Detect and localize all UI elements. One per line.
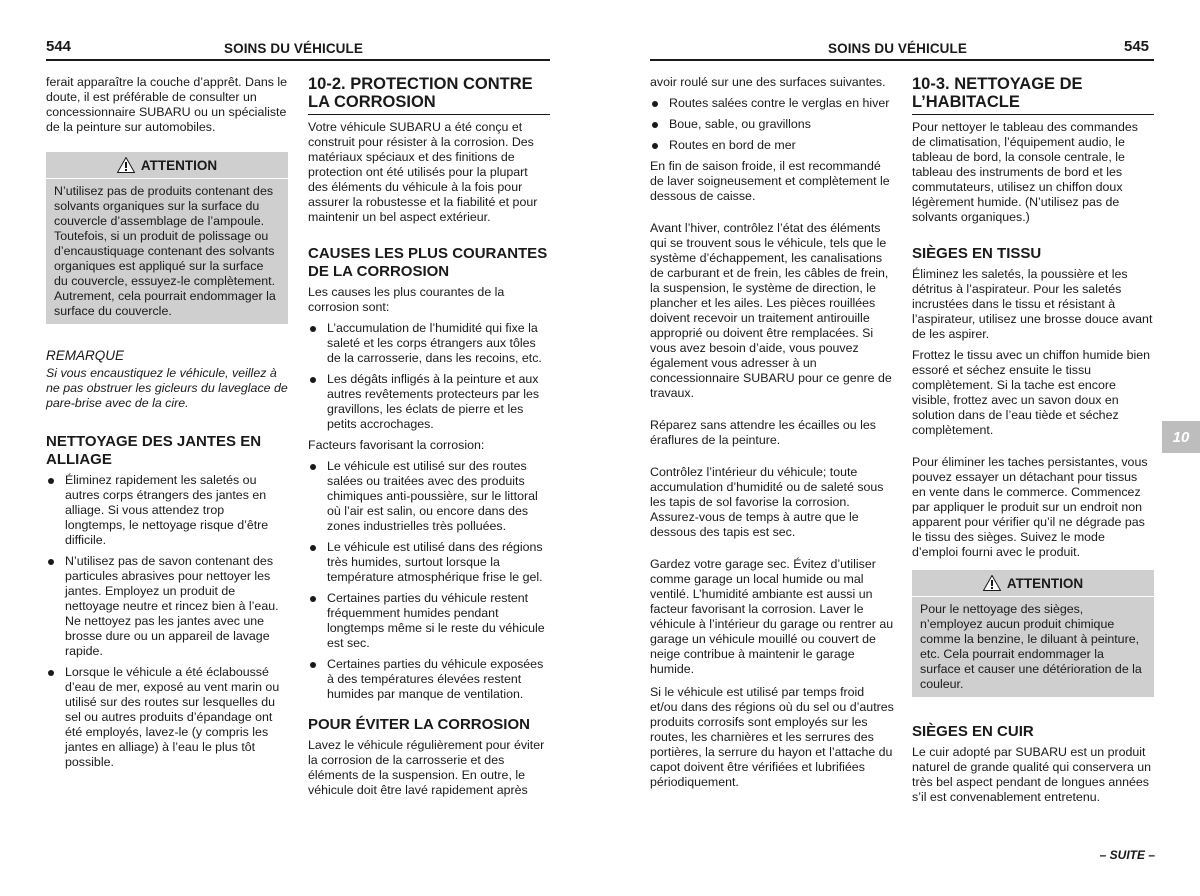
heading-prevent-corrosion: POUR ÉVITER LA CORROSION [308,716,530,733]
list-item: Certaines parties du véhicule exposées à des températures élevées restent humides par manque de ventilation. [308,657,550,702]
section-heading-10-3: 10-3. NETTOYAGE DE L’HABITACLE [912,75,1154,115]
warning-box-seats [912,570,1154,697]
column-4 [912,75,1154,813]
warning-header [912,570,1154,597]
column-2 [308,75,550,806]
list-item: L’accumulation de l’humidité qui fixe la saleté et les corps étrangers aux tôles de la carrosserie, dans les recoins, etc. [308,321,550,366]
heading-fabric-seats: SIÈGES EN TISSU [912,245,1042,262]
corrosion-intro: Votre véhicule SUBARU a été conçu et construit pour résister à la corrosion. Des matériaux spéciaux et des finitions de protection ont été utilisés pour la plupart des éléments du véhicule à la fois pour assurer la robustesse et la fiabilité et pour maintenir un bel aspect extérieur. [308,120,538,224]
surfaces-bullet-list [650,96,894,153]
list-item: Le véhicule est utilisé sur des routes salées ou traitées avec des produits chimiques anti-poussière, sur le littoral où l’air est salin, ou encore dans des zones industrielles très polluées. [308,459,550,534]
list-item: Lorsque le véhicule a été éclaboussé d’eau de mer, exposé au vent marin ou utilisé sur des routes sur lesquelles du sel ou autres produits d’épandage ont été employés, lavez-le (y compris les jantes en alliage) à l’eau le plus tôt possible. [46,665,288,770]
warning-title: ATTENTION [1006,575,1084,591]
paragraph-garage: Gardez votre garage sec. Évitez d’utiliser comme garage un local humide ou mal ventilé. L’humidité ambiante est aussi un facteur favorisant la corrosion. Laver le véhicule à l’intérieur du garage ou rentrer au garage un véhicule mouillé ou couvert de neige contribue à maintenir le garage humide. [650,557,894,676]
list-item: Éliminez rapidement les saletés ou autres corps étrangers des jantes en alliage. Si vous attendez trop longtemps, le nettoyage risque d’être difficile. [46,473,288,548]
warning-title: ATTENTION [140,157,218,173]
column-3 [650,75,894,798]
page-number-right: 545 [1124,38,1150,55]
header-rule-right [650,59,1154,61]
paragraph-underbody: En fin de saison froide, il est recommandé de laver soigneusement et complètement le dessous de caisse. [650,159,890,203]
fabric-paragraph-3: Pour éliminer les taches persistantes, vous pouvez essayer un détachant pour tissus en vente dans le commerce. Commencez par appliquer le produit sur un endroit non apparent pour vérifier qu’il ne dégrade pas le tissu des sièges. Suivez le mode d’emploi fourni avec le produit. [912,455,1148,559]
fabric-paragraph-2: Frottez le tissu avec un chiffon humide bien essoré et séchez ensuite le tissu complètement. Si la tache est encore visible, frottez avec un savon doux en solution dans de l’eau tiède et séchez complètement. [912,348,1151,437]
warning-triangle-icon [117,157,135,173]
list-item: Boue, sable, ou gravillons [650,117,894,132]
paragraph-winter-check: Avant l’hiver, contrôlez l’état des éléments qui se trouvent sous le véhicule, tels que le système d’échappement, les canalisations de carburant et de frein, les câbles de frein, la suspension, le système de direction, le plancher et les ailes. Les pièces rouillées doivent recevoir un traitement antirouille approprié ou doivent être remplacées. Si vous avez besoin d’aide, vous pouvez également vous adresser à un concessionnaire SUBARU pour ce genre de travaux. [650,221,892,400]
wheels-bullet-list [46,473,288,770]
factors-intro: Facteurs favorisant la corrosion: [308,438,485,452]
heading-corrosion-causes: CAUSES LES PLUS COURANTES DE LA CORROSION [308,245,548,280]
warning-box-lamp-cover [46,152,288,324]
warning-header [46,152,288,179]
prevent-text: Lavez le véhicule régulièrement pour éviter la corrosion de la carrosserie et des éléments de la suspension. En outre, le véhicule doit être lavé rapidement après [308,738,545,797]
fabric-paragraph-1: Éliminez les saletés, la poussière et les détritus à l’aspirateur. Pour les saletés incrustées dans le tissu et résistant à l’aspirateur, utilisez une brosse douce avant de les aspirer. [912,267,1153,341]
interior-intro: Pour nettoyer le tableau des commandes de climatisation, l’équipement audio, le tableau de bord, la console centrale, le tableau des instruments de bord et les commutateurs, utilisez un chiffon doux légèrement humide. (N’utilisez pas de solvants organiques.) [912,120,1138,224]
remark-text: Si vous encaustiquez le véhicule, veillez à ne pas obstruer les gicleurs du laveglace de pare-brise avec de la cire. [46,366,288,410]
col3-intro: avoir roulé sur une des surfaces suivantes. [650,75,886,89]
warning-text: Pour le nettoyage des sièges, n’employez aucun produit chimique comme la benzine, le diluant à peinture, etc. Cela pourrait endommager la surface et causer une détérioration de la couleur. [920,602,1142,691]
causes-bullet-list [308,321,550,432]
list-item: Routes en bord de mer [650,138,894,153]
heading-alloy-wheels: NETTOYAGE DES JANTES EN ALLIAGE [46,433,262,468]
causes-intro: Les causes les plus courantes de la corrosion sont: [308,285,505,314]
col1-intro: ferait apparaître la couche d’apprêt. Dans le doute, il est préférable de consulter un concessionnaire SUBARU ou un spécialiste de la peinture sur automobiles. [46,75,288,134]
list-item: Routes salées contre le verglas en hiver [650,96,894,111]
paragraph-interior-check: Contrôlez l’intérieur du véhicule; toute accumulation d’humidité ou de saleté sous les tapis de sol favorise la corrosion. Assurez-vous de temps à autre que le dessous des tapis est sec. [650,465,884,539]
paragraph-cold-weather: Si le véhicule est utilisé par temps froid et/ou dans des régions où du sel ou d’autres produits corrosifs sont employés sur les routes, les charnières et les serrures des portières, la serrure du hayon et l’attache du capot doivent être vérifiées et lubrifiées périodiquement. [650,685,894,789]
factors-bullet-list [308,459,550,702]
warning-triangle-icon [983,575,1001,591]
header-rule-left [46,59,550,61]
section-heading-10-2: 10-2. PROTECTION CONTRE LA CORROSION [308,75,550,115]
remark-title: REMARQUE [46,348,125,363]
leather-text: Le cuir adopté par SUBARU est un produit naturel de grande qualité qui conservera un très bel aspect pendant de longues années s’il est convenablement entretenu. [912,745,1152,804]
warning-text: N’utilisez pas de produits contenant des solvants organiques sur la surface du couvercle d’assemblage de l’ampoule. Toutefois, si un produit de polissage ou d’encaustiquage contenant des solvants organiques est appliqué sur la surface du couvercle, essuyez-le complètement. Autrement, cela pourrait endommager la surface du couvercle. [54,184,276,318]
heading-leather-seats: SIÈGES EN CUIR [912,723,1034,740]
page-header-right: SOINS DU VÉHICULE [828,41,967,56]
page-number-left: 544 [46,38,72,55]
continued-marker: – SUITE – [1099,848,1155,862]
column-1 [46,75,288,776]
list-item: Les dégâts infligés à la peinture et aux autres revêtements protecteurs par les gravillons, les éclats de pierre et les petits accrochages. [308,372,550,432]
list-item: Certaines parties du véhicule restent fréquemment humides pendant longtemps même si le reste du véhicule est sec. [308,591,550,651]
list-item: N’utilisez pas de savon contenant des particules abrasives pour nettoyer les jantes. Employez un produit de nettoyage neutre et rincez bien à l’eau. Ne nettoyez pas les jantes avec une brosse dure ou un appareil de lavage rapide. [46,554,288,659]
page-header-left: SOINS DU VÉHICULE [224,41,363,56]
list-item: Le véhicule est utilisé dans des régions très humides, surtout lorsque la température atmosphérique frise le gel. [308,540,550,585]
paragraph-paint-repair: Réparez sans attendre les écailles ou les éraflures de la peinture. [650,418,876,447]
chapter-tab: 10 [1162,421,1200,453]
